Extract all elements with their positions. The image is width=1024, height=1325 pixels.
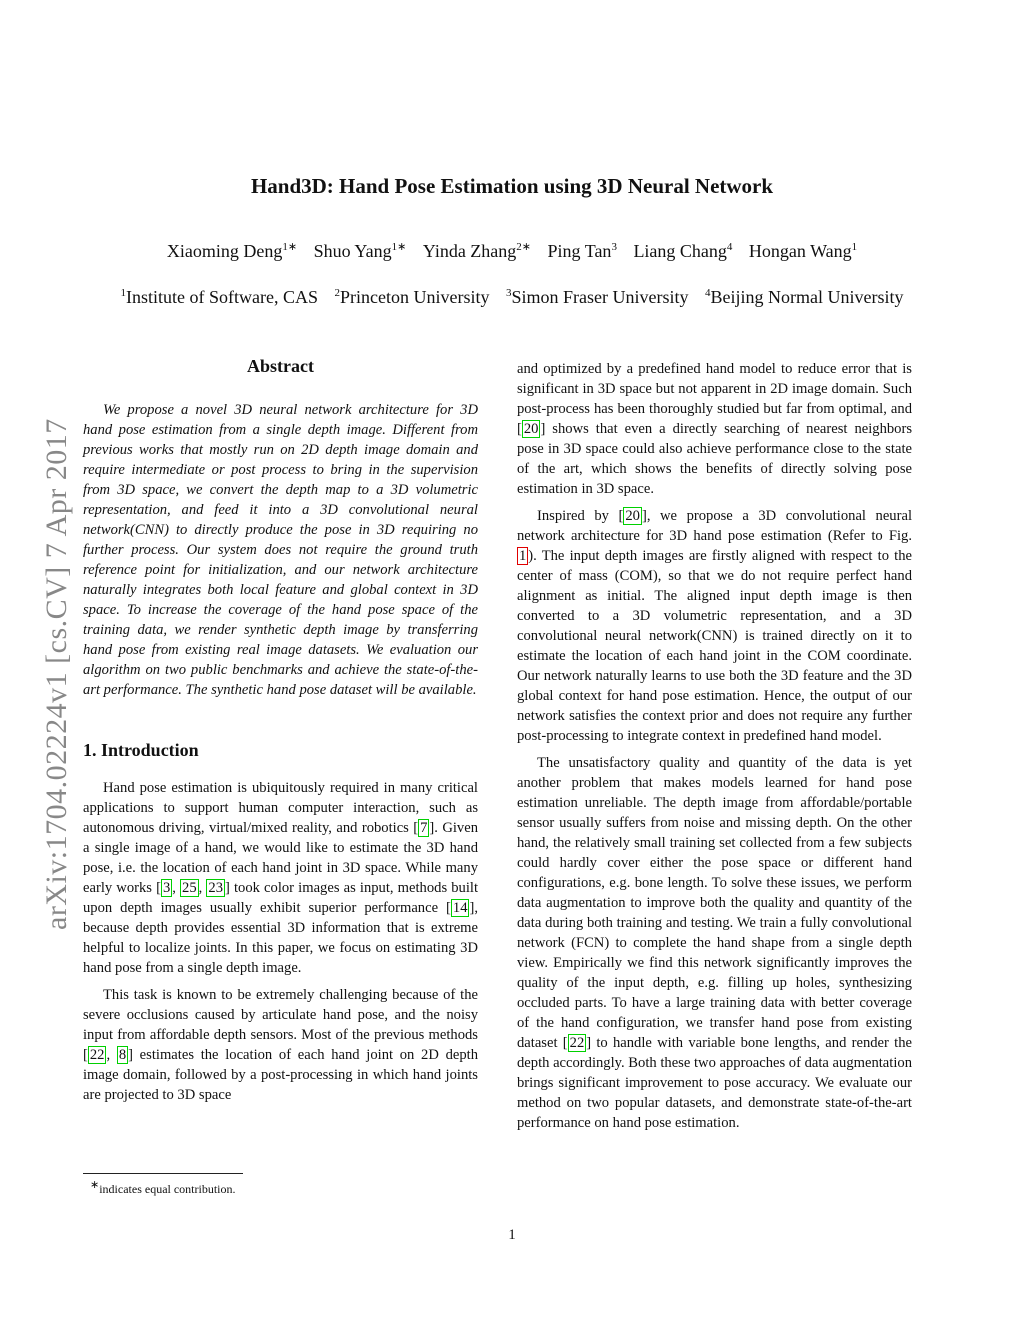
author: Xiaoming Deng$^{1∗}$ bbox=[166, 241, 298, 261]
paragraph: Hand pose estimation is ubiquitously required in many critical applications to support human computer interaction, such as autonomous driving, virtual/mixed reality, and robotics [ 7 ]. Given a single image of a hand, we would like to estimate the 3D hand pose, i.e. the location of each hand joint in 3D space. While many early works [ 3 , 25 , 23 ] took color images as input, methods built upon depth images usually exhibit superior performance [ 14 ], because depth provides essential 3D information that is extreme helpful to localize joints. In this paper, we focus on estimating 3D hand pose from a single depth image. bbox=[83, 780, 479, 976]
arxiv-id-text: arXiv:1704.02224v1 [cs.CV] 7 Apr 2017 bbox=[40, 418, 73, 930]
citation-link[interactable]: 7 bbox=[420, 820, 428, 836]
abstract-heading: Abstract bbox=[247, 356, 314, 376]
paragraph: Inspired by [ 20 ], we propose a 3D convolutional neural network architecture for 3D hand pose estimation (Refer to Fig. 1 ). The input depth images are firstly aligned with respect to the center of mass (COM), so that we do not require perfect hand alignment as initial. The aligned input depth image is then converted to a 3D volumetric representation, and a 3D convolutional neural network(CNN) is trained directly on it to estimate the location of each hand joint in the COM coordinate. Our network naturally learns to use both the 3D feature and the 3D global context for hand pose estimation. Hence, the output of our network satisfies the context prior and does not require any further post-processing to integrate context in predefined hand model. bbox=[517, 508, 912, 744]
section-heading-introduction: 1. Introduction bbox=[83, 740, 199, 760]
citation-link[interactable]: 8 bbox=[118, 1047, 127, 1063]
citation-link[interactable]: 23 bbox=[208, 880, 223, 896]
affiliation: $^2$Princeton University bbox=[334, 287, 490, 307]
figure-reference-link[interactable]: 1 bbox=[519, 548, 527, 564]
footnote-divider bbox=[83, 1173, 243, 1174]
citation-link[interactable]: 20 bbox=[625, 508, 640, 524]
author: Hongan Wang$^1$ bbox=[748, 241, 858, 261]
right-column bbox=[517, 359, 912, 1140]
affiliation: $^3$Simon Fraser University bbox=[505, 287, 689, 307]
author-list bbox=[0, 240, 1024, 262]
citation-link[interactable]: 3 bbox=[162, 880, 171, 896]
paper-title: Hand3D: Hand Pose Estimation using 3D Neural Network bbox=[250, 174, 774, 198]
citation-link[interactable]: 22 bbox=[569, 1035, 585, 1051]
author: Shuo Yang$^{1∗}$ bbox=[313, 241, 407, 261]
citation-link[interactable]: 20 bbox=[523, 421, 539, 437]
paragraph: and optimized by a predefined hand model to reduce error that is significant in 3D space but not apparent in 2D image domain. Such post-process has been thoroughly studied but far from optimal, and [ 20 ] shows that even a directly searching of nearest neighbors pose in 3D space could also achieve performance close to the state of the art, which shows the benefits of directly solving pose estimation in 3D space. bbox=[517, 361, 912, 497]
author: Yinda Zhang$^{2∗}$ bbox=[422, 241, 532, 261]
affiliation: $^1$Institute of Software, CAS bbox=[120, 287, 318, 307]
paragraph: The unsatisfactory quality and quantity of the data is yet another problem that makes models learned for hand pose estimation unreliable. The depth image from affordable/portable sensor usually suffers from noise and missing depth. On the other hand, the relatively small training set collected from a few subjects could hardly cover either the pose space or different hand configurations, e.g. bone length. To solve these issues, we perform data augmentation to improve both the quality and quantity of the data during both training and testing. We train a fully convolutional network (FCN) to complete the hand shape from a single depth view. Empirically we find this network significantly improves the quality of the input depth, e.g. filling up holes, synthesizing occluded parts. To have a large training data with better coverage of the hand configuration, we transfer hand pose from existing dataset [ 22 ] to handle with variable bone lengths, and render the depth accordingly. Both these two approaches of data augmentation brings significant improvement to pose accuracy. We evaluate our method on two popular datasets, and demonstrate state-of-the-art performance on hand pose estimation. bbox=[517, 755, 912, 1131]
citation-link[interactable]: 25 bbox=[182, 880, 197, 896]
paragraph: This task is known to be extremely challenging because of the severe occlusions caused by articulate hand pose, and the noisy input from affordable depth sensors. Most of the previous methods [ 22 , 8 ] estimates the location of each hand joint on 2D depth image domain, followed by a post-processing in which hand joints are projected to 3D space bbox=[83, 987, 479, 1103]
abstract-text: We propose a novel 3D neural network architecture for 3D hand pose estimation from a single depth image. Different from previous works that mostly run on 2D depth image domain and require intermediate or post process to bring in the supervision from 3D space, we convert the depth map to a 3D volumetric representation, and feed it into a 3D convolutional neural network(CNN) to directly produce the pose in 3D requiring no further process. Our system does not require the ground truth reference point for initialization, and our network architecture naturally integrates both local feature and global context in 3D space. To increase the coverage of the hand pose space of the training data, we render synthetic depth image by transferring hand pose from existing real image datasets. We evaluation our algorithm on two public benchmarks and achieve the state-of-the-art performance. The synthetic hand pose dataset will be available. bbox=[83, 402, 478, 698]
affiliation: $^4$Beijing Normal University bbox=[704, 287, 904, 307]
author: Liang Chang$^4$ bbox=[633, 241, 733, 261]
page-number: 1 bbox=[508, 1227, 516, 1243]
footnote: ∗indicates equal contribution. bbox=[90, 1179, 236, 1196]
arxiv-identifier bbox=[20, 360, 73, 930]
author: Ping Tan$^3$ bbox=[547, 241, 617, 261]
left-column bbox=[83, 356, 478, 1112]
affiliation-list bbox=[0, 287, 1024, 308]
citation-link[interactable]: 22 bbox=[89, 1047, 105, 1063]
citation-link[interactable]: 14 bbox=[452, 900, 468, 916]
